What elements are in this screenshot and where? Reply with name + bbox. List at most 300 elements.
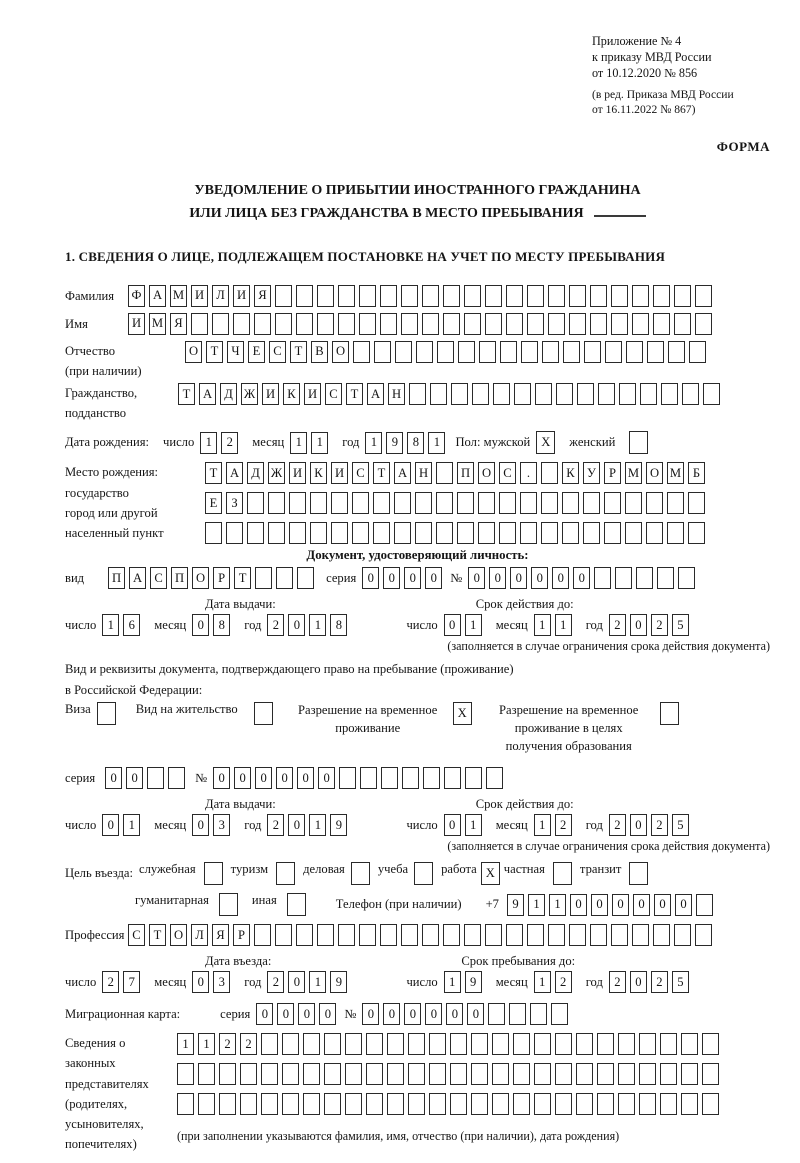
char-box	[457, 522, 474, 544]
char-box	[499, 492, 516, 514]
doc-valid-day-cells	[444, 614, 486, 636]
char-box	[458, 341, 475, 363]
form-title	[65, 179, 770, 225]
char-box	[226, 522, 243, 544]
option-temp-residence-permit	[293, 702, 472, 737]
char-box	[429, 1093, 446, 1115]
char-box	[618, 1093, 635, 1115]
char-box	[509, 1003, 526, 1025]
char-box: О	[478, 462, 495, 484]
char-box: 8	[330, 614, 347, 636]
char-box	[324, 1033, 341, 1055]
birth-place-row	[65, 462, 770, 544]
char-box	[450, 1063, 467, 1085]
char-box	[577, 383, 594, 405]
char-box: С	[325, 383, 342, 405]
char-box: 1	[528, 894, 545, 916]
char-box	[429, 1033, 446, 1055]
char-box: 0	[383, 1003, 400, 1025]
form-title-line-2-text: ИЛИ ЛИЦА БЕЗ ГРАЖДАНСТВА В МЕСТО ПРЕБЫВАНИЯ	[189, 205, 584, 221]
rvp-seriya-row	[65, 767, 770, 789]
char-box	[674, 924, 691, 946]
char-box	[436, 462, 453, 484]
char-box: 8	[407, 432, 424, 454]
char-box: 2	[555, 814, 572, 836]
char-box	[387, 1063, 404, 1085]
char-box	[366, 1033, 383, 1055]
form-title-line-2	[65, 202, 770, 225]
char-box	[604, 492, 621, 514]
char-box	[590, 285, 607, 307]
char-box	[632, 285, 649, 307]
mig-num-label: №	[344, 1006, 357, 1021]
representatives-cells-row-1	[177, 1033, 723, 1055]
char-box: У	[583, 462, 600, 484]
char-box	[667, 522, 684, 544]
transit-label: транзит	[579, 862, 622, 877]
char-box	[191, 313, 208, 335]
char-box	[653, 924, 670, 946]
char-box	[324, 1063, 341, 1085]
char-box: 0	[298, 1003, 315, 1025]
char-box	[240, 1093, 257, 1115]
char-box	[360, 767, 377, 789]
stay-year-cells	[609, 971, 693, 993]
char-box	[331, 522, 348, 544]
profession-cells	[128, 924, 716, 946]
char-box: 1	[365, 432, 382, 454]
day-label: число	[65, 817, 97, 832]
doc-valid-year-cells	[609, 614, 693, 636]
patronymic-row	[65, 341, 770, 381]
entry-date-headers	[65, 954, 770, 969]
char-box	[688, 492, 705, 514]
char-box	[506, 285, 523, 307]
doc-dates-row	[65, 614, 770, 636]
option-private	[504, 862, 572, 885]
char-box	[695, 285, 712, 307]
char-box	[289, 522, 306, 544]
char-box	[681, 1033, 698, 1055]
char-box	[618, 1063, 635, 1085]
birth-date-row	[65, 431, 770, 454]
char-box: 0	[675, 894, 692, 916]
char-box: 0	[468, 567, 485, 589]
mig-seriya-cells	[256, 1003, 340, 1025]
char-box	[478, 492, 495, 514]
day-label: число	[406, 974, 438, 989]
char-box: 0	[276, 767, 293, 789]
char-box	[282, 1063, 299, 1085]
option-study	[378, 862, 433, 885]
char-box: 1	[311, 432, 328, 454]
month-label: месяц	[495, 617, 528, 632]
char-box: 9	[330, 971, 347, 993]
char-box	[653, 285, 670, 307]
char-box	[219, 1063, 236, 1085]
representatives-cells-row-2	[177, 1063, 723, 1085]
char-box	[569, 285, 586, 307]
char-box	[282, 1093, 299, 1115]
year-label: год	[244, 817, 262, 832]
char-box: О	[170, 924, 187, 946]
char-box: 1	[309, 614, 326, 636]
doc-num-cells	[468, 567, 699, 589]
char-box	[639, 1033, 656, 1055]
day-label: число	[406, 817, 438, 832]
patronymic-label: Отчество	[65, 343, 116, 358]
char-box: 2	[609, 814, 626, 836]
char-box	[205, 522, 222, 544]
char-box	[555, 1063, 572, 1085]
sex-female-label: женский	[569, 435, 616, 450]
char-box	[408, 1063, 425, 1085]
char-box: 0	[630, 971, 647, 993]
char-box	[485, 924, 502, 946]
char-box	[555, 1093, 572, 1115]
char-box: 1	[177, 1033, 194, 1055]
char-box: Д	[247, 462, 264, 484]
char-box: 1	[309, 814, 326, 836]
char-box	[387, 1033, 404, 1055]
char-box: 5	[672, 971, 689, 993]
stay-month-cells	[534, 971, 576, 993]
char-box	[681, 1093, 698, 1115]
char-box	[345, 1063, 362, 1085]
rvp-date-headers	[65, 797, 770, 812]
char-box: 0	[404, 567, 421, 589]
char-box	[464, 924, 481, 946]
char-box: 0	[633, 894, 650, 916]
char-box	[422, 924, 439, 946]
char-box: 2	[267, 614, 284, 636]
rvp-valid-day-cells	[444, 814, 486, 836]
business-checkbox	[351, 862, 370, 885]
char-box	[492, 1033, 509, 1055]
char-box	[408, 1033, 425, 1055]
transit-checkbox	[629, 862, 648, 885]
rvp-valid-month-cells	[534, 814, 576, 836]
char-box	[678, 567, 695, 589]
business-trip-label: служебная	[139, 862, 196, 877]
work-checkbox: X	[481, 862, 500, 885]
other-purpose-checkbox	[287, 893, 306, 916]
identity-doc-row	[65, 567, 770, 589]
char-box	[520, 522, 537, 544]
char-box	[576, 1063, 593, 1085]
char-box	[534, 1093, 551, 1115]
char-box	[660, 1093, 677, 1115]
year-label: год	[342, 435, 360, 450]
phone-label: Телефон (при наличии)	[335, 897, 462, 912]
char-box: 8	[213, 614, 230, 636]
char-box	[499, 522, 516, 544]
char-box	[359, 313, 376, 335]
char-box: И	[262, 383, 279, 405]
char-box	[402, 767, 419, 789]
char-box	[535, 383, 552, 405]
doc-kind-cells	[108, 567, 318, 589]
year-label: год	[244, 617, 262, 632]
option-tourism	[231, 862, 295, 885]
char-box: 0	[192, 814, 209, 836]
patronymic-cells	[185, 341, 710, 363]
char-box: Е	[205, 492, 222, 514]
birth-year-cells	[365, 432, 449, 454]
limited-validity-note: (заполняется в случае ограничения срока действия документа)	[447, 639, 770, 654]
char-box: 0	[510, 567, 527, 589]
char-box: 0	[446, 1003, 463, 1025]
char-box: К	[310, 462, 327, 484]
phone-prefix: +7	[485, 897, 499, 912]
char-box: И	[304, 383, 321, 405]
char-box	[409, 383, 426, 405]
char-box	[198, 1093, 215, 1115]
other-purpose-label: иная	[251, 893, 277, 908]
char-box	[569, 313, 586, 335]
char-box	[443, 924, 460, 946]
char-box	[366, 1063, 383, 1085]
char-box	[590, 313, 607, 335]
char-box	[605, 341, 622, 363]
temp-residence-permit-education-label: Разрешение на временное проживание в целях получения образования	[499, 703, 639, 753]
citizenship-cells	[178, 383, 724, 405]
char-box	[303, 1063, 320, 1085]
char-box: Я	[254, 285, 271, 307]
char-box	[703, 383, 720, 405]
char-box	[373, 492, 390, 514]
char-box: 2	[240, 1033, 257, 1055]
char-box: Т	[149, 924, 166, 946]
citizenship-row	[65, 383, 770, 423]
char-box: М	[149, 313, 166, 335]
char-box	[548, 313, 565, 335]
char-box	[247, 492, 264, 514]
char-box: 0	[489, 567, 506, 589]
option-work	[441, 862, 500, 885]
char-box	[443, 285, 460, 307]
char-box	[275, 924, 292, 946]
char-box	[689, 341, 706, 363]
char-box	[562, 492, 579, 514]
char-box	[303, 1033, 320, 1055]
doc-num-label: №	[450, 570, 463, 585]
char-box	[668, 341, 685, 363]
char-box	[168, 767, 185, 789]
char-box: И	[128, 313, 145, 335]
char-box	[563, 341, 580, 363]
char-box: 2	[102, 971, 119, 993]
char-box	[422, 285, 439, 307]
char-box: 0	[318, 767, 335, 789]
char-box: 1	[290, 432, 307, 454]
char-box	[534, 1033, 551, 1055]
char-box: И	[289, 462, 306, 484]
doc-issue-month-cells	[192, 614, 234, 636]
char-box: 2	[651, 614, 668, 636]
char-box	[597, 1093, 614, 1115]
char-box	[423, 767, 440, 789]
char-box	[275, 285, 292, 307]
sex-male-label: Пол: мужской	[455, 435, 531, 450]
char-box	[289, 492, 306, 514]
char-box	[521, 341, 538, 363]
study-checkbox	[414, 862, 433, 885]
residence-doc-intro-2: в Российской Федерации:	[65, 683, 203, 698]
char-box	[548, 285, 565, 307]
char-box	[646, 522, 663, 544]
char-box	[374, 341, 391, 363]
char-box	[530, 1003, 547, 1025]
char-box	[303, 1093, 320, 1115]
char-box	[394, 492, 411, 514]
char-box: 1	[465, 814, 482, 836]
char-box: Р	[604, 462, 621, 484]
representatives-label-6: попечителях)	[65, 1137, 137, 1152]
char-box	[219, 1093, 236, 1115]
char-box	[541, 492, 558, 514]
char-box	[443, 313, 460, 335]
representatives-cells-row-3	[177, 1093, 723, 1115]
rvp-dates-row	[65, 814, 770, 836]
char-box	[352, 522, 369, 544]
char-box: 1	[465, 614, 482, 636]
doc-valid-header: Срок действия до:	[475, 597, 574, 612]
char-box	[702, 1063, 719, 1085]
char-box	[261, 1033, 278, 1055]
char-box	[486, 767, 503, 789]
char-box: 1	[198, 1033, 215, 1055]
month-label: месяц	[495, 817, 528, 832]
char-box: Б	[688, 462, 705, 484]
char-box: Н	[388, 383, 405, 405]
char-box	[681, 1063, 698, 1085]
char-box	[492, 1063, 509, 1085]
char-box: 0	[362, 567, 379, 589]
char-box: Т	[290, 341, 307, 363]
char-box	[345, 1033, 362, 1055]
char-box: 2	[651, 814, 668, 836]
char-box	[640, 383, 657, 405]
char-box: 0	[297, 767, 314, 789]
char-box: 3	[213, 814, 230, 836]
char-box	[255, 567, 272, 589]
tourism-label: туризм	[230, 862, 269, 877]
char-box: С	[499, 462, 516, 484]
humanitarian-label: гуманитарная	[135, 893, 209, 908]
entry-day-cells	[102, 971, 144, 993]
char-box	[297, 567, 314, 589]
purpose-label: Цель въезда:	[65, 866, 133, 881]
char-box: 1	[549, 894, 566, 916]
birth-place-label-4: населенный пункт	[65, 525, 164, 540]
surname-cells	[128, 285, 716, 307]
char-box	[541, 522, 558, 544]
char-box	[636, 567, 653, 589]
char-box	[415, 492, 432, 514]
char-box	[261, 1063, 278, 1085]
char-box	[647, 341, 664, 363]
temp-residence-permit-label: Разрешение на временное проживание	[298, 703, 438, 736]
char-box	[268, 492, 285, 514]
char-box	[450, 1093, 467, 1115]
char-box: И	[233, 285, 250, 307]
char-box	[611, 285, 628, 307]
rvp-seriya-label: серия	[65, 770, 96, 785]
private-label: частная	[503, 862, 545, 877]
female-checkbox	[629, 431, 648, 454]
entry-dates-row	[65, 971, 770, 993]
char-box: Н	[415, 462, 432, 484]
char-box: З	[226, 492, 243, 514]
char-box: Ч	[227, 341, 244, 363]
char-box: 9	[386, 432, 403, 454]
char-box	[506, 313, 523, 335]
char-box	[695, 924, 712, 946]
appendix-line-3: от 10.12.2020 № 856	[592, 65, 698, 80]
char-box: Т	[373, 462, 390, 484]
char-box: Ж	[241, 383, 258, 405]
char-box: 0	[256, 1003, 273, 1025]
char-box	[584, 341, 601, 363]
char-box	[212, 313, 229, 335]
doc-seriya-label: серия	[326, 570, 357, 585]
month-label: месяц	[154, 617, 187, 632]
char-box	[422, 313, 439, 335]
mig-seriya-label: серия	[220, 1006, 251, 1021]
char-box	[395, 341, 412, 363]
char-box: 1	[444, 971, 461, 993]
char-box	[254, 313, 271, 335]
char-box: М	[625, 462, 642, 484]
char-box	[527, 924, 544, 946]
char-box	[296, 924, 313, 946]
char-box	[276, 567, 293, 589]
char-box: 0	[288, 814, 305, 836]
char-box	[338, 924, 355, 946]
day-label: число	[406, 617, 438, 632]
visa-label: Виза	[65, 702, 91, 717]
year-label: год	[585, 617, 603, 632]
char-box	[632, 313, 649, 335]
char-box	[653, 313, 670, 335]
char-box: 1	[534, 814, 551, 836]
char-box	[527, 313, 544, 335]
char-box: В	[311, 341, 328, 363]
char-box	[471, 1033, 488, 1055]
birth-month-cells	[290, 432, 332, 454]
char-box	[296, 313, 313, 335]
char-box	[702, 1033, 719, 1055]
char-box	[401, 924, 418, 946]
char-box	[436, 492, 453, 514]
birth-place-cells-row-2	[205, 492, 709, 514]
char-box	[437, 341, 454, 363]
char-box	[513, 1093, 530, 1115]
form-title-line-1: УВЕДОМЛЕНИЕ О ПРИБЫТИИ ИНОСТРАННОГО ГРАЖДАНИНА	[194, 182, 641, 198]
birth-place-label-3: город или другой	[65, 505, 158, 520]
char-box	[611, 924, 628, 946]
char-box	[569, 924, 586, 946]
char-box: П	[457, 462, 474, 484]
char-box: 1	[534, 971, 551, 993]
char-box: А	[199, 383, 216, 405]
char-box	[674, 285, 691, 307]
char-box	[331, 492, 348, 514]
mig-num-cells	[362, 1003, 572, 1025]
char-box: О	[192, 567, 209, 589]
char-box: О	[332, 341, 349, 363]
